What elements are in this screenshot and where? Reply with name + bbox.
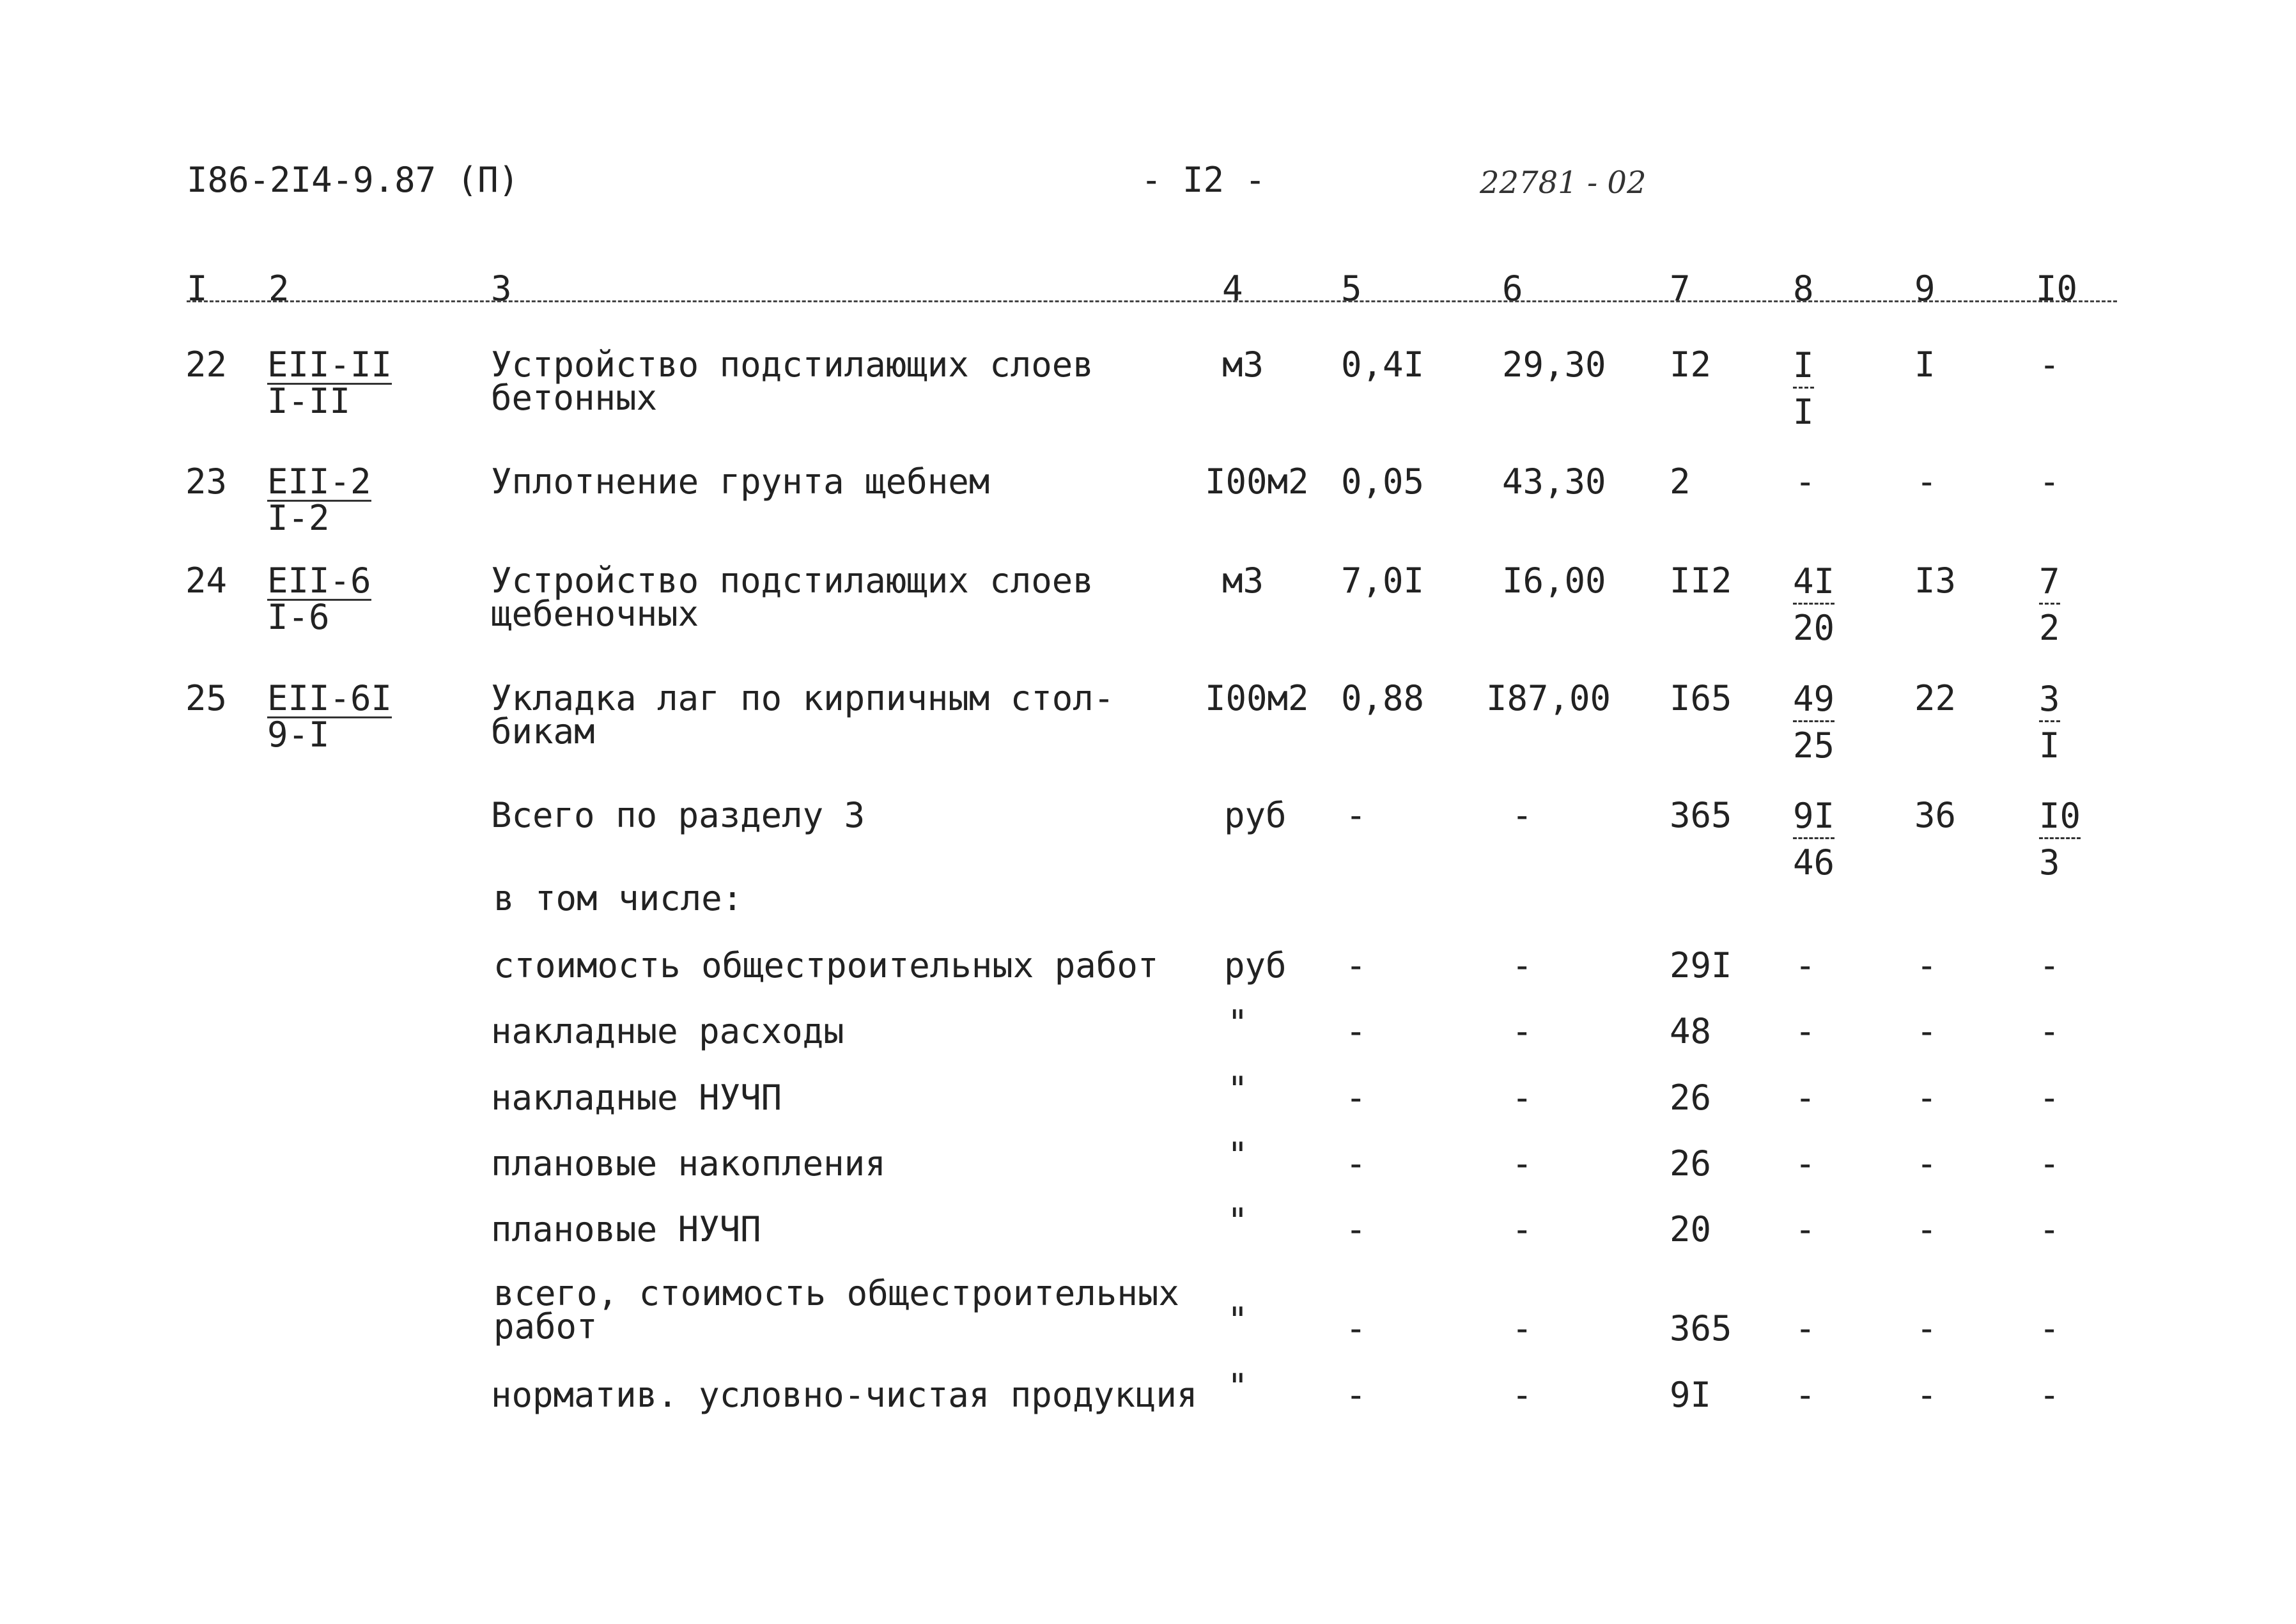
- col9-value: -: [1916, 1011, 1937, 1051]
- column-header-5: 5: [1341, 268, 1362, 309]
- col8-value: -: [1795, 461, 1816, 502]
- quantity: 0,88: [1341, 678, 1425, 718]
- col9-value: -: [1916, 945, 1937, 986]
- fraction-col10: $\frac{7}{2}$: [2039, 561, 2060, 648]
- col8-value: -: [1795, 1011, 1816, 1051]
- col9-value: 36: [1914, 795, 1957, 835]
- unit: ": [1227, 1135, 1248, 1175]
- unit: м3: [1222, 561, 1264, 601]
- col10-value: -: [2039, 1375, 2060, 1415]
- total-cost: 26: [1670, 1078, 1712, 1118]
- work-name: Устройство подстилающих слоев щебеночных: [491, 561, 1094, 634]
- unit: ": [1227, 1003, 1248, 1043]
- work-name: Устройство подстилающих слоев бетонных: [491, 344, 1094, 418]
- column-header-3: 3: [491, 268, 512, 309]
- total-cost: 365: [1670, 1308, 1732, 1349]
- quantity: 0,4I: [1341, 344, 1425, 385]
- col10-value: -: [2039, 1011, 2060, 1051]
- total-cost: 20: [1670, 1209, 1712, 1249]
- unit-price: I87,00: [1486, 678, 1611, 718]
- breakdown-label: накладные НУЧП: [491, 1078, 782, 1118]
- unit-price: -: [1512, 1011, 1533, 1051]
- col9-value: -: [1916, 1078, 1937, 1118]
- col10-value: -: [2039, 1308, 2060, 1349]
- column-header-4: 4: [1222, 268, 1243, 309]
- unit-price: -: [1512, 945, 1533, 986]
- col9-value: -: [1916, 1308, 1937, 1349]
- quantity: -: [1346, 1078, 1367, 1118]
- col9-value: -: [1916, 461, 1937, 502]
- header-divider: [187, 300, 2117, 302]
- quantity: -: [1346, 945, 1367, 986]
- col8-value: -: [1795, 1209, 1816, 1249]
- row-number: 25: [185, 678, 228, 718]
- fraction-col8: $\frac{4I}{20}$: [1793, 561, 1835, 648]
- col10-value: -: [2039, 945, 2060, 986]
- breakdown-label: плановые накопления: [491, 1143, 886, 1184]
- col8-value: -: [1795, 1375, 1816, 1415]
- quantity: 7,0I: [1341, 561, 1425, 601]
- total-cost: 2: [1670, 461, 1691, 502]
- column-header-9: 9: [1914, 268, 1935, 309]
- col9-value: I: [1914, 344, 1935, 385]
- unit-price: -: [1512, 1143, 1533, 1184]
- fraction-col10: $\frac{3}{I}$: [2039, 679, 2060, 766]
- fraction-col8: $\frac{I}{I}$: [1793, 345, 1814, 432]
- breakdown-label: норматив. условно-чистая продукция: [491, 1375, 1198, 1415]
- price-code: EII-2 I-2: [267, 461, 371, 538]
- total-cost: 9I: [1670, 1375, 1712, 1415]
- total-cost: 26: [1670, 1143, 1712, 1184]
- unit: ": [1227, 1201, 1248, 1241]
- unit-price: -: [1512, 1209, 1533, 1249]
- breakdown-label: плановые НУЧП: [491, 1209, 761, 1249]
- quantity: -: [1346, 1375, 1367, 1415]
- total-cost: I2: [1670, 344, 1712, 385]
- col8-value: -: [1795, 1143, 1816, 1184]
- total-cost: I65: [1670, 678, 1732, 718]
- unit: м3: [1222, 344, 1264, 385]
- handwritten-number: 22781 - 02: [1480, 165, 1647, 201]
- col10-value: -: [2039, 344, 2060, 385]
- page-number: - I2 -: [1141, 160, 1266, 200]
- total-cost: 48: [1670, 1011, 1712, 1051]
- col10-value: -: [2039, 1078, 2060, 1118]
- col10-value: -: [2039, 1209, 2060, 1249]
- unit: ": [1227, 1069, 1248, 1110]
- work-name: Уплотнение грунта щебнем: [491, 461, 990, 502]
- quantity: -: [1346, 1209, 1367, 1249]
- unit-price: -: [1512, 1078, 1533, 1118]
- col8-value: -: [1795, 1078, 1816, 1118]
- work-name: Укладка лаг по кирпичным стол- бикам: [491, 678, 1115, 752]
- breakdown-label: всего, стоимость общестроительных работ: [493, 1273, 1179, 1347]
- col10-value: -: [2039, 461, 2060, 502]
- col9-value: -: [1916, 1143, 1937, 1184]
- col9-value: -: [1916, 1375, 1937, 1415]
- total-cost: 29I: [1670, 945, 1732, 986]
- col9-value: 22: [1914, 678, 1957, 718]
- including-label: в том числе:: [493, 878, 743, 918]
- unit: I00м2: [1205, 461, 1309, 502]
- breakdown-label: накладные расходы: [491, 1011, 844, 1051]
- breakdown-label: стоимость общестроительных работ: [493, 945, 1159, 986]
- fraction-col8: $\frac{9I}{46}$: [1793, 796, 1835, 883]
- price-code: EII-II I-II: [267, 344, 392, 421]
- quantity: 0,05: [1341, 461, 1425, 502]
- column-header-1: I: [187, 268, 208, 309]
- section-total-label: Всего по разделу 3: [491, 795, 865, 835]
- column-header-8: 8: [1793, 268, 1814, 309]
- fraction-col10: $\frac{I0}{3}$: [2039, 796, 2081, 883]
- price-code: EII-6I 9-I: [267, 678, 392, 755]
- row-number: 22: [185, 344, 228, 385]
- quantity: -: [1346, 795, 1367, 835]
- fraction-col8: $\frac{49}{25}$: [1793, 679, 1835, 766]
- unit: I00м2: [1205, 678, 1309, 718]
- row-number: 24: [185, 561, 228, 601]
- unit-price: -: [1512, 795, 1533, 835]
- column-header-2: 2: [268, 268, 290, 309]
- unit-price: 43,30: [1502, 461, 1606, 502]
- col9-value: -: [1916, 1209, 1937, 1249]
- unit-price: -: [1512, 1375, 1533, 1415]
- price-code: EII-6 I-6: [267, 561, 371, 637]
- unit-price: -: [1512, 1308, 1533, 1349]
- column-header-10: I0: [2036, 268, 2078, 309]
- unit: руб: [1224, 945, 1287, 986]
- column-header-7: 7: [1670, 268, 1691, 309]
- col9-value: I3: [1914, 561, 1957, 601]
- unit-price: I6,00: [1502, 561, 1606, 601]
- column-header-6: 6: [1502, 268, 1523, 309]
- unit: ": [1227, 1366, 1248, 1407]
- quantity: -: [1346, 1143, 1367, 1184]
- document-code: I86-2I4-9.87 (П): [187, 160, 520, 200]
- quantity: -: [1346, 1011, 1367, 1051]
- col10-value: -: [2039, 1143, 2060, 1184]
- row-number: 23: [185, 461, 228, 502]
- unit-price: 29,30: [1502, 344, 1606, 385]
- col8-value: -: [1795, 1308, 1816, 1349]
- col8-value: -: [1795, 945, 1816, 986]
- total-cost: 365: [1670, 795, 1732, 835]
- quantity: -: [1346, 1308, 1367, 1349]
- unit: руб: [1224, 795, 1287, 835]
- unit: ": [1227, 1300, 1248, 1340]
- total-cost: II2: [1670, 561, 1732, 601]
